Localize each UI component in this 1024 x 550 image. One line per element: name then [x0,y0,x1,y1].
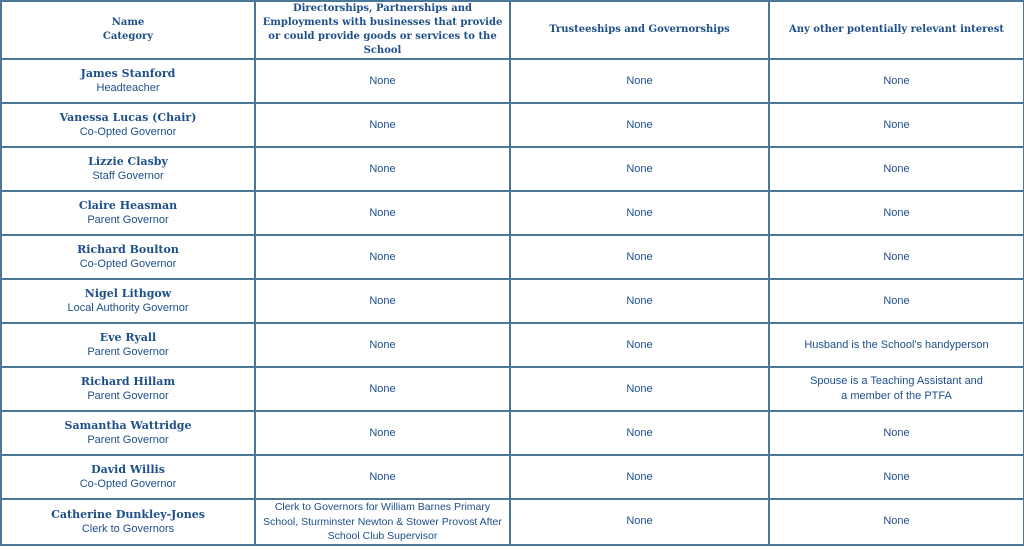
other-interest-cell: None [769,411,1024,455]
table-row [1,147,1024,191]
governor-category: Co-Opted Governor [79,126,177,138]
governor-cell [1,367,255,411]
governor-name: Catherine Dunkley-Jones [51,507,205,521]
trusteeships-cell: None [510,147,769,191]
other-interest-cell: None [769,455,1024,499]
governor-name: Richard Hillam [80,375,176,388]
governor-cell [1,279,255,323]
trusteeships-cell: None [510,59,769,103]
directorships-cell: None [255,323,510,367]
governor-name: Samantha Wattridge [64,419,192,432]
header-row [1,1,1024,59]
trusteeships-cell: None [510,455,769,499]
directorships-cell: None [255,455,510,499]
governor-category: Parent Governor [87,214,169,226]
trusteeships-cell: None [510,279,769,323]
header-other-interests: Any other potentially relevant interest [769,1,1024,59]
other-interest-cell: None [769,103,1024,147]
other-interest-cell: None [769,59,1024,103]
governor-cell [1,455,255,499]
governor-category: Parent Governor [87,390,169,402]
table-row [1,279,1024,323]
header-directorships: Directorships, Partnerships and Employments with businesses that provide or could provide goods or services to the School [255,1,510,59]
table-row [1,323,1024,367]
table-row [1,411,1024,455]
trusteeships-cell: None [510,499,769,545]
directorships-cell: None [255,235,510,279]
governor-name: David Willis [91,463,165,476]
governor-name: Richard Boulton [77,243,179,256]
other-interest-cell: None [769,235,1024,279]
other-interest-cell: None [769,499,1024,545]
table-row [1,367,1024,411]
governor-name: James Stanford [80,67,176,80]
governor-name: Nigel Lithgow [84,287,172,300]
governor-cell [1,499,255,545]
governor-category: Staff Governor [92,170,164,182]
other-interest-cell: None [769,191,1024,235]
directorships-cell: None [255,103,510,147]
governor-name: Lizzie Clasby [88,155,168,168]
governor-category: Parent Governor [87,346,169,358]
table-row [1,191,1024,235]
other-interest-cell: Husband is the School's handyperson [769,323,1024,367]
directorships-cell: None [255,367,510,411]
other-interest-cell: Spouse is a Teaching Assistant and a member of the PTFA [769,367,1024,411]
governor-cell [1,147,255,191]
table-row [1,499,1024,545]
table-row [1,235,1024,279]
governor-cell [1,191,255,235]
directorships-cell: None [255,191,510,235]
header-name-category [1,1,255,59]
directorships-cell: None [255,59,510,103]
governor-name: Eve Ryall [99,331,157,344]
directorships-cell: None [255,279,510,323]
directorships-cell: None [255,147,510,191]
governor-category: Clerk to Governors [81,522,175,535]
trusteeships-cell: None [510,235,769,279]
other-interest-cell: None [769,279,1024,323]
trusteeships-cell: None [510,411,769,455]
governor-category: Co-Opted Governor [79,258,177,270]
trusteeships-cell: None [510,191,769,235]
governor-category: Parent Governor [87,434,169,446]
table-row [1,103,1024,147]
governor-name: Claire Heasman [78,199,178,212]
header-name: Name [111,17,145,28]
directorships-cell: None [255,411,510,455]
header-trusteeships: Trusteeships and Governorships [510,1,769,59]
governor-cell [1,103,255,147]
trusteeships-cell: None [510,323,769,367]
trusteeships-cell: None [510,367,769,411]
table-row [1,455,1024,499]
directorships-cell: Clerk to Governors for William Barnes Primary School, Sturminster Newton & Stower Provost After School Club Supervisor [255,499,510,545]
governor-cell [1,411,255,455]
other-interest-cell: None [769,147,1024,191]
table-row [1,59,1024,103]
header-category: Category [102,31,154,42]
governor-category: Co-Opted Governor [79,478,177,490]
governor-category: Local Authority Governor [67,302,189,314]
governor-cell [1,235,255,279]
trusteeships-cell: None [510,103,769,147]
governor-cell [1,323,255,367]
governor-name: Vanessa Lucas (Chair) [59,111,197,124]
governor-category: Headteacher [96,82,160,94]
governor-cell [1,59,255,103]
